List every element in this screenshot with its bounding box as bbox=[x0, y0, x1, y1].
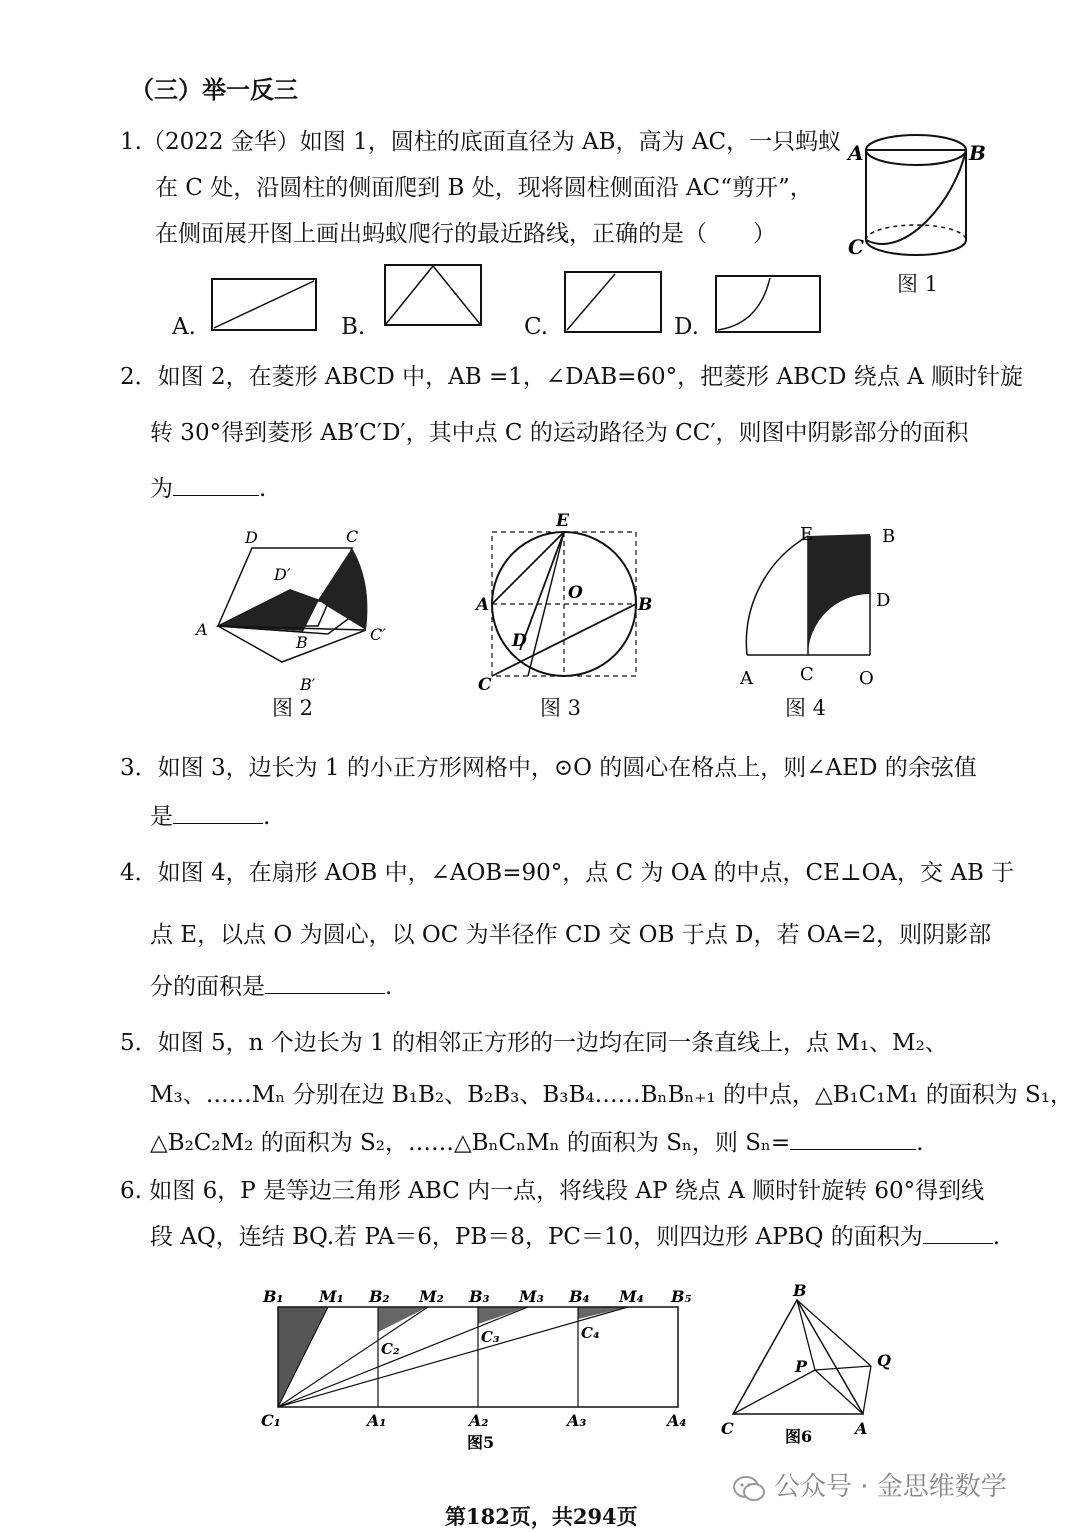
fig5-caption: 图5 bbox=[467, 1433, 495, 1452]
figure-6 bbox=[715, 1282, 905, 1452]
q4-line3-text: 分的面积是 bbox=[150, 974, 265, 1000]
fig2-label-a: A bbox=[196, 620, 208, 639]
fig2-label-b: B bbox=[296, 633, 308, 652]
q4-line1: 4．如图 4，在扇形 AOB 中，∠AOB=90°，点 C 为 OA 的中点，CE⊥OA，交 AB 于 bbox=[120, 860, 1015, 886]
fig5-label-b2: B₂ bbox=[369, 1287, 390, 1306]
fig4-label-c: C bbox=[800, 664, 814, 685]
q1-line3: 在侧面展开图上画出蚂蚁爬行的最近路线，正确的是（ ） bbox=[155, 221, 776, 247]
q2-line3-text: 为 bbox=[150, 476, 173, 502]
q1-line2: 在 C 处，沿圆柱的侧面爬到 B 处，现将圆柱侧面沿 AC“剪开”， bbox=[155, 175, 813, 201]
fig4-label-o: O bbox=[859, 668, 874, 689]
option-b-figure bbox=[383, 263, 483, 327]
q3-line1: 3．如图 3，边长为 1 的小正方形网格中，⊙O 的圆心在格点上，则∠AED 的余弦值 bbox=[120, 755, 977, 781]
fig5-label-a4: A₄ bbox=[667, 1411, 687, 1430]
cyl-label-b: B bbox=[969, 141, 986, 165]
fig6-label-b: B bbox=[793, 1282, 807, 1300]
option-a-figure bbox=[210, 277, 320, 333]
fig5-label-c4: C₄ bbox=[581, 1324, 600, 1342]
fig4-label-a: A bbox=[740, 668, 753, 689]
fig2-label-cp: C′ bbox=[370, 625, 386, 644]
fig5-label-b1: B₁ bbox=[263, 1287, 284, 1306]
fig3-label-e: E bbox=[556, 511, 569, 531]
option-a-label: A. bbox=[172, 314, 196, 340]
q3-answer-blank bbox=[173, 803, 263, 824]
fig4-caption: 图 4 bbox=[785, 696, 827, 720]
q6-answer-blank bbox=[923, 1223, 993, 1244]
fig5-label-a2: A₂ bbox=[469, 1411, 489, 1430]
fig5-label-a3: A₃ bbox=[567, 1411, 587, 1430]
q6-line2-text: 段 AQ，连结 BQ.若 PA＝6，PB＝8，PC＝10，则四边形 APBQ 的面积为 bbox=[150, 1224, 923, 1250]
fig3-label-d: D bbox=[512, 631, 527, 651]
option-c-label: C. bbox=[524, 314, 549, 340]
fig3-label-c: C bbox=[478, 675, 492, 695]
option-d-figure bbox=[714, 274, 822, 336]
option-c-figure bbox=[563, 270, 663, 334]
fig4-label-d: D bbox=[876, 590, 891, 611]
fig6-caption: 图6 bbox=[785, 1427, 813, 1446]
q6-line2: 段 AQ，连结 BQ.若 PA＝6，PB＝8，PC＝10，则四边形 APBQ 的面积为 . bbox=[150, 1224, 1001, 1250]
fig3-label-o: O bbox=[568, 583, 583, 603]
fig3-label-b: B bbox=[638, 595, 653, 615]
q1-line1: 1.（2022 金华）如图 1，圆柱的底面直径为 AB，高为 AC，一只蚂蚁 bbox=[120, 129, 842, 155]
q5-line3-text: △B₂C₂M₂ 的面积为 S₂，……△BₙCₙMₙ 的面积为 Sₙ，则 Sₙ= bbox=[150, 1130, 791, 1156]
cyl-label-a: A bbox=[848, 141, 864, 165]
fig2-label-c: C bbox=[346, 527, 359, 546]
q5-line1: 5．如图 5，n 个边长为 1 的相邻正方形的一边均在同一条直线上，点 M₁、M₂、 bbox=[120, 1030, 948, 1056]
fig5-label-a1: A₁ bbox=[367, 1411, 387, 1430]
q5-line2: M₃、……Mₙ 分别在边 B₁B₂、B₂B₃、B₃B₄……BₙBₙ₊₁ 的中点，△B₁C₁M₁ 的面积为 S₁， bbox=[150, 1082, 1073, 1108]
fig2-label-bp: B′ bbox=[300, 675, 316, 694]
option-d-label: D. bbox=[674, 314, 699, 340]
watermark-text: 公众号 · 金思维数学 bbox=[774, 1472, 1007, 1502]
fig4-label-e: E bbox=[800, 524, 814, 545]
wechat-icon bbox=[732, 1475, 766, 1507]
fig2-label-d: D bbox=[245, 528, 258, 547]
fig5-label-m2: M₂ bbox=[419, 1287, 444, 1306]
q2-line3: 为 . bbox=[150, 476, 267, 502]
fig1-caption: 图 1 bbox=[897, 272, 939, 296]
fig5-label-c3: C₃ bbox=[481, 1328, 500, 1346]
figure-5 bbox=[255, 1282, 705, 1457]
q5-answer-blank bbox=[790, 1129, 916, 1150]
fig6-label-q: Q bbox=[877, 1351, 891, 1370]
page-footer: 第182页，共294页 bbox=[445, 1504, 638, 1529]
figure-4 bbox=[730, 520, 910, 690]
fig6-label-p: P bbox=[795, 1357, 808, 1376]
q2-line1: 2．如图 2，在菱形 ABCD 中，AB =1，∠DAB=60°，把菱形 ABCD 绕点 A 顺时针旋 bbox=[120, 364, 1023, 390]
q4-line3: 分的面积是 . bbox=[150, 974, 393, 1000]
fig6-label-a: A bbox=[855, 1419, 868, 1438]
fig2-label-dp: D′ bbox=[274, 565, 291, 584]
q2-answer-blank bbox=[173, 475, 259, 496]
q2-line2: 转 30°得到菱形 AB′C′D′，其中点 C 的运动路径为 CC′，则图中阴影部分的面积 bbox=[150, 420, 969, 446]
fig2-caption: 图 2 bbox=[272, 696, 314, 720]
watermark bbox=[732, 1466, 1007, 1507]
q5-line3: △B₂C₂M₂ 的面积为 S₂，……△BₙCₙMₙ 的面积为 Sₙ，则 Sₙ= . bbox=[150, 1130, 924, 1156]
fig4-label-b: B bbox=[882, 526, 896, 547]
fig5-label-b5: B₅ bbox=[671, 1287, 692, 1306]
fig3-label-a: A bbox=[476, 595, 490, 615]
q4-line2: 点 E，以点 O 为圆心，以 OC 为半径作 CD 交 OB 于点 D，若 OA=2，则阴影部 bbox=[150, 922, 992, 948]
fig5-label-b4: B₄ bbox=[569, 1287, 590, 1306]
fig5-label-c1: C₁ bbox=[261, 1411, 281, 1430]
fig5-label-c2: C₂ bbox=[381, 1340, 400, 1358]
q4-answer-blank bbox=[265, 973, 385, 994]
fig5-label-m3: M₃ bbox=[519, 1287, 544, 1306]
fig6-label-c: C bbox=[721, 1419, 734, 1438]
section-title: （三）举一反三 bbox=[130, 75, 298, 104]
cyl-label-c: C bbox=[848, 235, 864, 259]
fig5-label-m4: M₄ bbox=[619, 1287, 644, 1306]
fig3-caption: 图 3 bbox=[540, 696, 582, 720]
q3-line2: 是 . bbox=[150, 804, 271, 830]
q3-line2-text: 是 bbox=[150, 804, 173, 830]
option-b-label: B. bbox=[341, 314, 366, 340]
fig5-label-m1: M₁ bbox=[319, 1287, 344, 1306]
fig5-label-b3: B₃ bbox=[469, 1287, 490, 1306]
figure-3 bbox=[468, 508, 668, 698]
figure-2 bbox=[190, 520, 410, 700]
q6-line1: 6. 如图 6，P 是等边三角形 ABC 内一点，将线段 AP 绕点 A 顺时针旋转 60°得到线 bbox=[120, 1178, 985, 1204]
